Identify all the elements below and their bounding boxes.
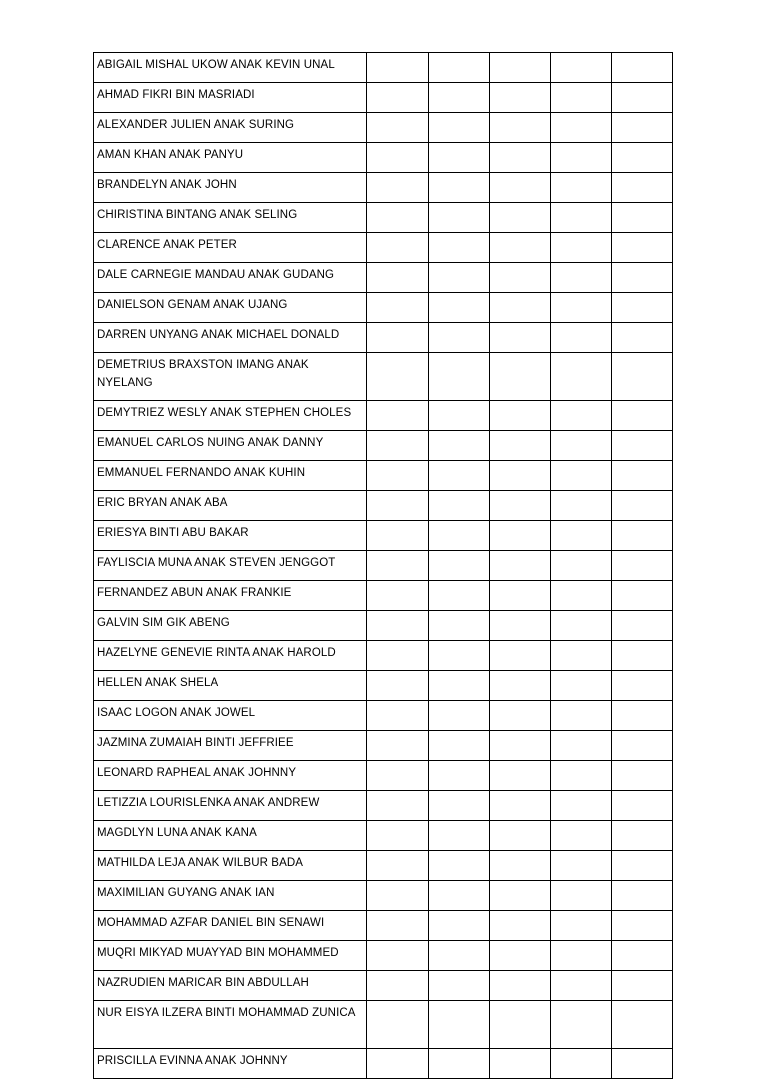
mark-cell (550, 551, 611, 581)
table-row (94, 701, 673, 731)
mark-cell (489, 671, 550, 701)
mark-cell (550, 611, 611, 641)
mark-cell (489, 461, 550, 491)
mark-cell (489, 551, 550, 581)
mark-cell (367, 761, 428, 791)
mark-cell (428, 641, 489, 671)
mark-cell (367, 1001, 428, 1049)
mark-cell (611, 491, 672, 521)
mark-cell (367, 701, 428, 731)
mark-cell (489, 791, 550, 821)
table-row (94, 491, 673, 521)
mark-cell (550, 323, 611, 353)
mark-cell (367, 431, 428, 461)
mark-cell (489, 911, 550, 941)
mark-cell (367, 53, 428, 83)
student-name-cell: GALVIN SIM GIK ABENG (94, 611, 367, 641)
mark-cell (611, 701, 672, 731)
mark-cell (489, 263, 550, 293)
mark-cell (489, 1001, 550, 1049)
student-name-cell: HAZELYNE GENEVIE RINTA ANAK HAROLD (94, 641, 367, 671)
student-name-cell: MATHILDA LEJA ANAK WILBUR BADA (94, 851, 367, 881)
mark-cell (611, 263, 672, 293)
mark-cell (550, 581, 611, 611)
mark-cell (611, 911, 672, 941)
student-name-cell: MAXIMILIAN GUYANG ANAK IAN (94, 881, 367, 911)
table-row (94, 1049, 673, 1079)
mark-cell (367, 971, 428, 1001)
name-roll-table (93, 52, 673, 1079)
mark-cell (611, 83, 672, 113)
mark-cell (428, 581, 489, 611)
mark-cell (611, 821, 672, 851)
mark-cell (489, 83, 550, 113)
student-name-cell: CLARENCE ANAK PETER (94, 233, 367, 263)
mark-cell (428, 461, 489, 491)
mark-cell (428, 1049, 489, 1079)
table-row (94, 551, 673, 581)
student-name-cell: AMAN KHAN ANAK PANYU (94, 143, 367, 173)
mark-cell (550, 1001, 611, 1049)
mark-cell (611, 971, 672, 1001)
table-row (94, 791, 673, 821)
mark-cell (428, 83, 489, 113)
student-name-cell: CHIRISTINA BINTANG ANAK SELING (94, 203, 367, 233)
table-row (94, 881, 673, 911)
mark-cell (428, 821, 489, 851)
mark-cell (611, 761, 672, 791)
mark-cell (489, 431, 550, 461)
mark-cell (550, 671, 611, 701)
mark-cell (428, 431, 489, 461)
mark-cell (611, 611, 672, 641)
mark-cell (428, 761, 489, 791)
mark-cell (428, 401, 489, 431)
student-name-cell: ALEXANDER JULIEN ANAK SURING (94, 113, 367, 143)
mark-cell (550, 1049, 611, 1079)
mark-cell (367, 1049, 428, 1079)
table-row (94, 971, 673, 1001)
mark-cell (489, 941, 550, 971)
student-name-cell: DALE CARNEGIE MANDAU ANAK GUDANG (94, 263, 367, 293)
mark-cell (428, 263, 489, 293)
mark-cell (428, 113, 489, 143)
mark-cell (489, 851, 550, 881)
mark-cell (367, 941, 428, 971)
name-roll-body (94, 53, 673, 1079)
table-row (94, 263, 673, 293)
mark-cell (611, 113, 672, 143)
mark-cell (428, 353, 489, 401)
mark-cell (428, 203, 489, 233)
table-row (94, 851, 673, 881)
table-row (94, 401, 673, 431)
student-name-cell: LEONARD RAPHEAL ANAK JOHNNY (94, 761, 367, 791)
mark-cell (367, 173, 428, 203)
mark-cell (367, 491, 428, 521)
table-row (94, 323, 673, 353)
mark-cell (611, 881, 672, 911)
mark-cell (489, 521, 550, 551)
mark-cell (489, 731, 550, 761)
mark-cell (367, 461, 428, 491)
mark-cell (489, 641, 550, 671)
mark-cell (428, 911, 489, 941)
mark-cell (611, 641, 672, 671)
student-name-cell: JAZMINA ZUMAIAH BINTI JEFFRIEE (94, 731, 367, 761)
mark-cell (550, 431, 611, 461)
student-name-cell: FERNANDEZ ABUN ANAK FRANKIE (94, 581, 367, 611)
mark-cell (550, 173, 611, 203)
mark-cell (550, 521, 611, 551)
mark-cell (367, 323, 428, 353)
mark-cell (550, 911, 611, 941)
table-row (94, 1001, 673, 1049)
mark-cell (611, 53, 672, 83)
table-row (94, 581, 673, 611)
mark-cell (428, 701, 489, 731)
student-name-cell: FAYLISCIA MUNA ANAK STEVEN JENGGOT (94, 551, 367, 581)
mark-cell (550, 401, 611, 431)
mark-cell (550, 941, 611, 971)
mark-cell (550, 143, 611, 173)
mark-cell (367, 551, 428, 581)
mark-cell (489, 821, 550, 851)
mark-cell (367, 581, 428, 611)
mark-cell (428, 1001, 489, 1049)
mark-cell (489, 143, 550, 173)
table-row (94, 53, 673, 83)
table-row (94, 113, 673, 143)
mark-cell (550, 491, 611, 521)
student-name-cell: ISAAC LOGON ANAK JOWEL (94, 701, 367, 731)
mark-cell (367, 353, 428, 401)
mark-cell (611, 551, 672, 581)
mark-cell (367, 791, 428, 821)
mark-cell (611, 401, 672, 431)
mark-cell (611, 143, 672, 173)
attendance-sheet (93, 52, 673, 1079)
mark-cell (367, 293, 428, 323)
mark-cell (611, 233, 672, 263)
mark-cell (489, 233, 550, 263)
mark-cell (367, 521, 428, 551)
student-name-cell: DANIELSON GENAM ANAK UJANG (94, 293, 367, 323)
mark-cell (489, 113, 550, 143)
table-row (94, 353, 673, 401)
mark-cell (611, 461, 672, 491)
mark-cell (428, 731, 489, 761)
mark-cell (550, 851, 611, 881)
mark-cell (489, 203, 550, 233)
mark-cell (428, 53, 489, 83)
mark-cell (428, 611, 489, 641)
mark-cell (611, 1049, 672, 1079)
table-row (94, 293, 673, 323)
mark-cell (489, 491, 550, 521)
mark-cell (367, 641, 428, 671)
student-name-cell: EMMANUEL FERNANDO ANAK KUHIN (94, 461, 367, 491)
table-row (94, 941, 673, 971)
mark-cell (611, 431, 672, 461)
mark-cell (611, 731, 672, 761)
mark-cell (611, 203, 672, 233)
table-row (94, 233, 673, 263)
mark-cell (611, 1001, 672, 1049)
student-name-cell: DEMETRIUS BRAXSTON IMANG ANAK NYELANG (94, 353, 367, 401)
student-name-cell: MAGDLYN LUNA ANAK KANA (94, 821, 367, 851)
mark-cell (428, 941, 489, 971)
mark-cell (489, 881, 550, 911)
mark-cell (367, 731, 428, 761)
student-name-cell: DEMYTRIEZ WESLY ANAK STEPHEN CHOLES (94, 401, 367, 431)
mark-cell (550, 293, 611, 323)
table-row (94, 641, 673, 671)
mark-cell (367, 851, 428, 881)
mark-cell (550, 701, 611, 731)
table-row (94, 761, 673, 791)
mark-cell (428, 881, 489, 911)
mark-cell (550, 641, 611, 671)
mark-cell (489, 701, 550, 731)
mark-cell (428, 851, 489, 881)
mark-cell (489, 611, 550, 641)
mark-cell (489, 353, 550, 401)
mark-cell (611, 521, 672, 551)
student-name-cell: ERIESYA BINTI ABU BAKAR (94, 521, 367, 551)
mark-cell (428, 551, 489, 581)
student-name-cell: LETIZZIA LOURISLENKA ANAK ANDREW (94, 791, 367, 821)
mark-cell (550, 83, 611, 113)
student-name-cell: HELLEN ANAK SHELA (94, 671, 367, 701)
mark-cell (489, 173, 550, 203)
student-name-cell: EMANUEL CARLOS NUING ANAK DANNY (94, 431, 367, 461)
mark-cell (611, 293, 672, 323)
mark-cell (367, 233, 428, 263)
mark-cell (428, 791, 489, 821)
mark-cell (428, 323, 489, 353)
mark-cell (428, 233, 489, 263)
mark-cell (611, 173, 672, 203)
table-row (94, 911, 673, 941)
student-name-cell: PRISCILLA EVINNA ANAK JOHNNY (94, 1049, 367, 1079)
table-row (94, 431, 673, 461)
mark-cell (550, 461, 611, 491)
mark-cell (489, 761, 550, 791)
mark-cell (367, 83, 428, 113)
mark-cell (550, 731, 611, 761)
mark-cell (550, 761, 611, 791)
student-name-cell: DARREN UNYANG ANAK MICHAEL DONALD (94, 323, 367, 353)
mark-cell (367, 611, 428, 641)
table-row (94, 611, 673, 641)
mark-cell (489, 581, 550, 611)
mark-cell (428, 173, 489, 203)
mark-cell (489, 323, 550, 353)
mark-cell (489, 293, 550, 323)
student-name-cell: MUQRI MIKYAD MUAYYAD BIN MOHAMMED (94, 941, 367, 971)
mark-cell (367, 671, 428, 701)
mark-cell (489, 1049, 550, 1079)
mark-cell (428, 491, 489, 521)
student-name-cell: BRANDELYN ANAK JOHN (94, 173, 367, 203)
mark-cell (428, 143, 489, 173)
student-name-cell: AHMAD FIKRI BIN MASRIADI (94, 83, 367, 113)
student-name-cell: NUR EISYA ILZERA BINTI MOHAMMAD ZUNICA (94, 1001, 367, 1049)
mark-cell (611, 851, 672, 881)
mark-cell (550, 233, 611, 263)
mark-cell (550, 821, 611, 851)
mark-cell (489, 971, 550, 1001)
mark-cell (367, 263, 428, 293)
mark-cell (367, 113, 428, 143)
mark-cell (611, 941, 672, 971)
table-row (94, 731, 673, 761)
table-row (94, 461, 673, 491)
mark-cell (550, 113, 611, 143)
mark-cell (611, 353, 672, 401)
mark-cell (489, 53, 550, 83)
mark-cell (428, 971, 489, 1001)
mark-cell (489, 401, 550, 431)
mark-cell (367, 911, 428, 941)
mark-cell (550, 791, 611, 821)
mark-cell (367, 821, 428, 851)
mark-cell (611, 791, 672, 821)
mark-cell (428, 521, 489, 551)
mark-cell (550, 881, 611, 911)
mark-cell (611, 323, 672, 353)
mark-cell (550, 353, 611, 401)
mark-cell (611, 581, 672, 611)
table-row (94, 203, 673, 233)
table-row (94, 83, 673, 113)
mark-cell (550, 53, 611, 83)
mark-cell (550, 971, 611, 1001)
mark-cell (428, 671, 489, 701)
student-name-cell: ERIC BRYAN ANAK ABA (94, 491, 367, 521)
table-row (94, 173, 673, 203)
mark-cell (367, 401, 428, 431)
mark-cell (367, 203, 428, 233)
table-row (94, 521, 673, 551)
mark-cell (428, 293, 489, 323)
mark-cell (550, 263, 611, 293)
student-name-cell: ABIGAIL MISHAL UKOW ANAK KEVIN UNAL (94, 53, 367, 83)
mark-cell (367, 143, 428, 173)
table-row (94, 143, 673, 173)
table-row (94, 671, 673, 701)
student-name-cell: NAZRUDIEN MARICAR BIN ABDULLAH (94, 971, 367, 1001)
mark-cell (367, 881, 428, 911)
table-row (94, 821, 673, 851)
mark-cell (611, 671, 672, 701)
student-name-cell: MOHAMMAD AZFAR DANIEL BIN SENAWI (94, 911, 367, 941)
mark-cell (550, 203, 611, 233)
